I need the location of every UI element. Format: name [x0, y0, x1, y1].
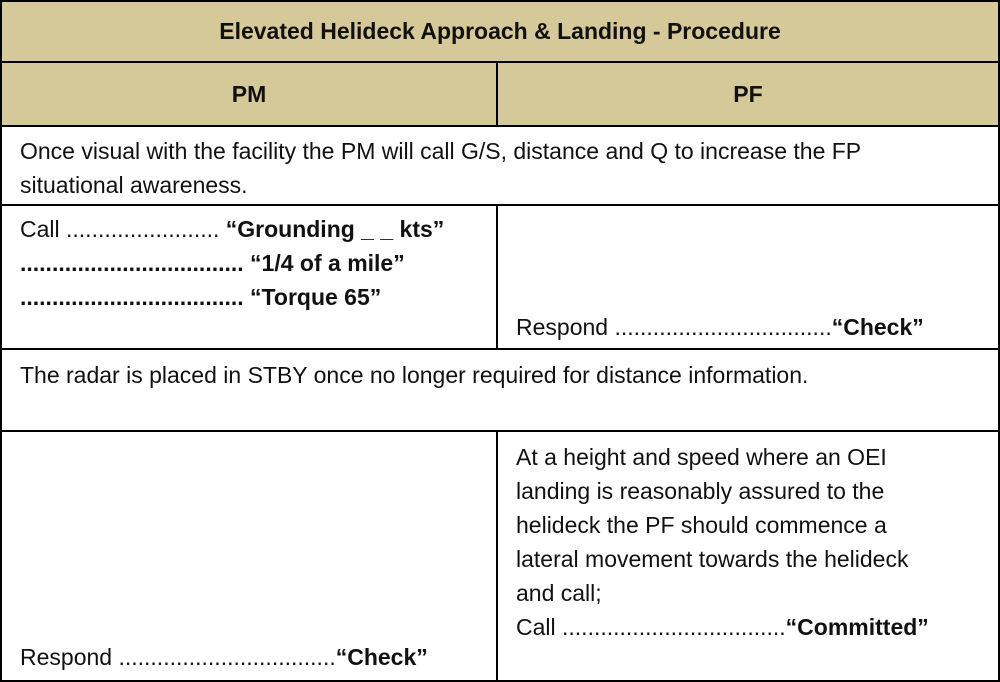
section-radar-stby [2, 358, 998, 430]
pf-committed-cell [498, 432, 998, 680]
table-title: Elevated Helideck Approach & Landing - Procedure [2, 2, 998, 61]
column-header-pm: PM [2, 63, 498, 125]
call-quote: “1/4 of a mile” [250, 250, 405, 276]
instruction-line: lateral movement towards the helideck [516, 546, 909, 572]
calls-row-1 [2, 206, 998, 348]
call-quote: “Torque 65” [250, 284, 382, 310]
pm-calls-cell [2, 206, 498, 348]
column-header-row [2, 63, 998, 125]
call-quote: “Committed” [785, 614, 929, 640]
column-header-pf: PF [733, 80, 763, 107]
instruction-line: and call; [516, 580, 602, 606]
section-text: situational awareness. [20, 172, 248, 198]
divider [2, 125, 998, 127]
respond-quote: “Check” [831, 314, 924, 340]
pf-respond-cell [498, 206, 998, 348]
instruction-line: helideck the PF should commence a [516, 512, 887, 538]
call-line: Call ...................................“Committed” [516, 614, 929, 640]
section-visual-with-facility [2, 134, 998, 204]
section-text: The radar is placed in STBY once no longer required for distance information. [20, 362, 809, 388]
pm-respond-cell [2, 432, 498, 680]
respond-line: Respond ..................................“Check” [20, 644, 428, 670]
calls-row-2 [2, 432, 998, 680]
call-line: Call ........................ “Grounding _ _ kts” [20, 216, 445, 242]
call-quote: “Grounding _ _ kts” [225, 216, 445, 242]
instruction-line: At a height and speed where an OEI [516, 444, 887, 470]
call-line: ................................... “Torque 65” [20, 284, 382, 310]
call-line: ................................... “1/4 of a mile” [20, 250, 405, 276]
respond-line: Respond ..................................“Check” [516, 314, 924, 340]
divider [2, 348, 998, 350]
instruction-line: landing is reasonably assured to the [516, 478, 885, 504]
section-text: Once visual with the facility the PM will call G/S, distance and Q to increase the FP [20, 138, 862, 164]
respond-quote: “Check” [335, 644, 428, 670]
